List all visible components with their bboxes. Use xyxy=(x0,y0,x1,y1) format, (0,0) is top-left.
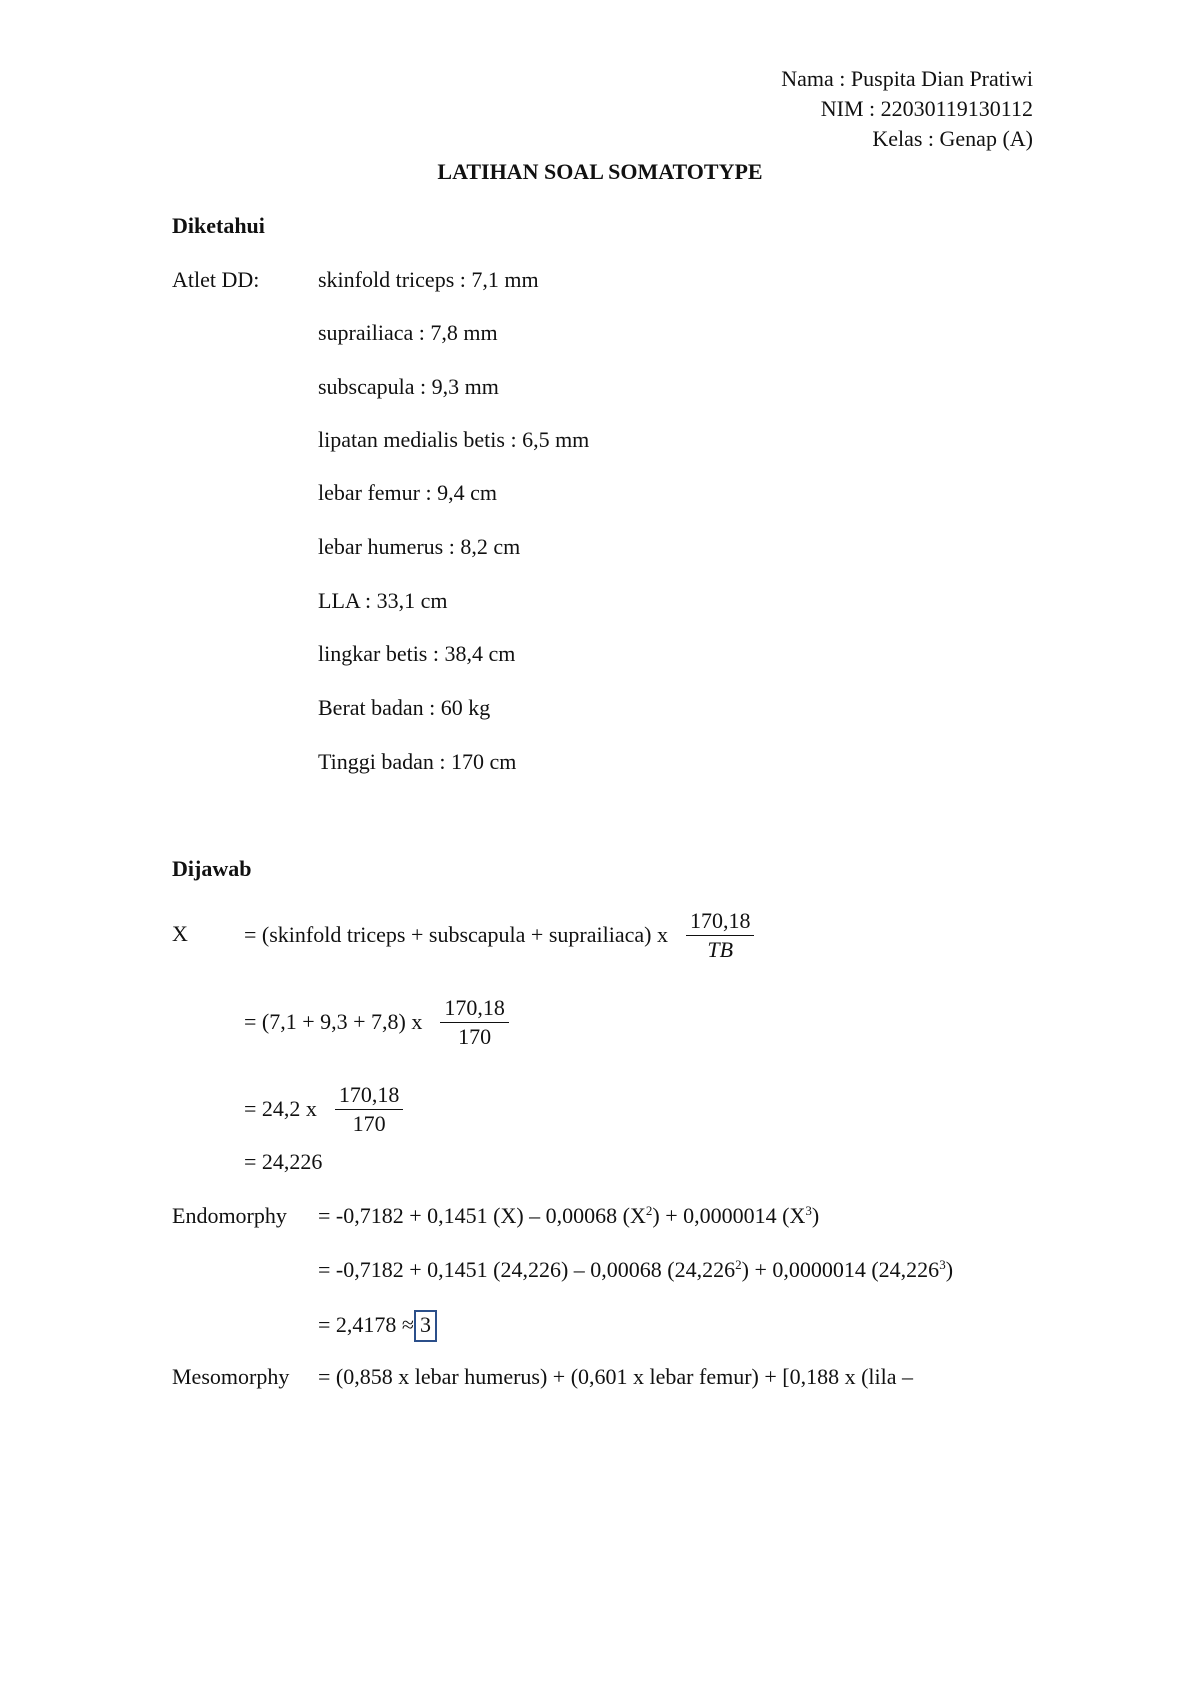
formula-part: ) + 0,0000014 (24,226 xyxy=(741,1257,940,1282)
fraction-denominator: 170 xyxy=(458,1023,492,1049)
known-item: lingkar betis : 38,4 cm xyxy=(318,641,516,666)
known-item: lipatan medialis betis : 6,5 mm xyxy=(318,427,590,452)
fraction-numerator: 170,18 xyxy=(335,1084,404,1110)
student-class: Kelas : Genap (A) xyxy=(872,126,1033,151)
known-item: suprailiaca : 7,8 mm xyxy=(318,320,498,345)
endomorphy-substitution xyxy=(318,1259,953,1281)
x-formula-text: = (skinfold triceps + subscapula + suprailiaca) x xyxy=(244,922,668,947)
x-sum-line xyxy=(244,1074,403,1144)
known-item: subscapula : 9,3 mm xyxy=(318,374,499,399)
endomorphy-result-line xyxy=(318,1310,437,1342)
superscript: 3 xyxy=(805,1203,812,1218)
mesomorphy-formula: = (0,858 x lebar humerus) + (0,601 x lebar femur) + [0,188 x (lila – xyxy=(318,1364,914,1389)
superscript: 3 xyxy=(939,1257,946,1272)
formula-part: ) + 0,0000014 (X xyxy=(652,1203,806,1228)
fraction-numerator: 170,18 xyxy=(440,997,509,1023)
x-substitution-text: = (7,1 + 9,3 + 7,8) x xyxy=(244,1009,423,1034)
formula-part: = -0,7182 + 0,1451 (24,226) – 0,00068 (24,226 xyxy=(318,1257,736,1282)
answer-heading: Dijawab xyxy=(172,856,252,881)
student-nim: NIM : 22030119130112 xyxy=(820,96,1033,121)
endomorphy-formula xyxy=(318,1205,819,1227)
known-item: skinfold triceps : 7,1 mm xyxy=(318,267,539,292)
endomorphy-label: Endomorphy xyxy=(172,1203,287,1228)
endomorphy-rating-box: 3 xyxy=(414,1310,437,1342)
page-title: LATIHAN SOAL SOMATOTYPE xyxy=(437,159,763,184)
x-result: = 24,226 xyxy=(244,1149,323,1174)
mesomorphy-label: Mesomorphy xyxy=(172,1364,290,1389)
x-fraction xyxy=(686,907,755,962)
known-item: lebar humerus : 8,2 cm xyxy=(318,534,521,559)
x-substitution-line xyxy=(244,987,509,1057)
known-item: lebar femur : 9,4 cm xyxy=(318,480,497,505)
fraction-denominator: TB xyxy=(707,936,734,962)
formula-part: ) xyxy=(945,1257,954,1282)
x-fraction xyxy=(440,994,509,1049)
known-item: Berat badan : 60 kg xyxy=(318,695,491,720)
superscript: 2 xyxy=(735,1257,742,1272)
x-sum-text: = 24,2 x xyxy=(244,1096,317,1121)
x-formula-line xyxy=(244,900,754,970)
known-item: LLA : 33,1 cm xyxy=(318,588,448,613)
known-heading: Diketahui xyxy=(172,213,265,238)
superscript: 2 xyxy=(645,1203,653,1218)
formula-part: = -0,7182 + 0,1451 (X) – 0,00068 (X xyxy=(318,1203,646,1228)
athlete-label: Atlet DD: xyxy=(172,267,260,292)
student-name: Nama : Puspita Dian Pratiwi xyxy=(781,66,1033,91)
fraction-denominator: 170 xyxy=(352,1110,386,1136)
endomorphy-result-text: = 2,4178 ≈ xyxy=(318,1312,414,1337)
known-item: Tinggi badan : 170 cm xyxy=(318,749,517,774)
fraction-numerator: 170,18 xyxy=(686,910,755,936)
formula-part: ) xyxy=(811,1203,820,1228)
x-fraction xyxy=(335,1081,404,1136)
x-label: X xyxy=(172,921,188,946)
